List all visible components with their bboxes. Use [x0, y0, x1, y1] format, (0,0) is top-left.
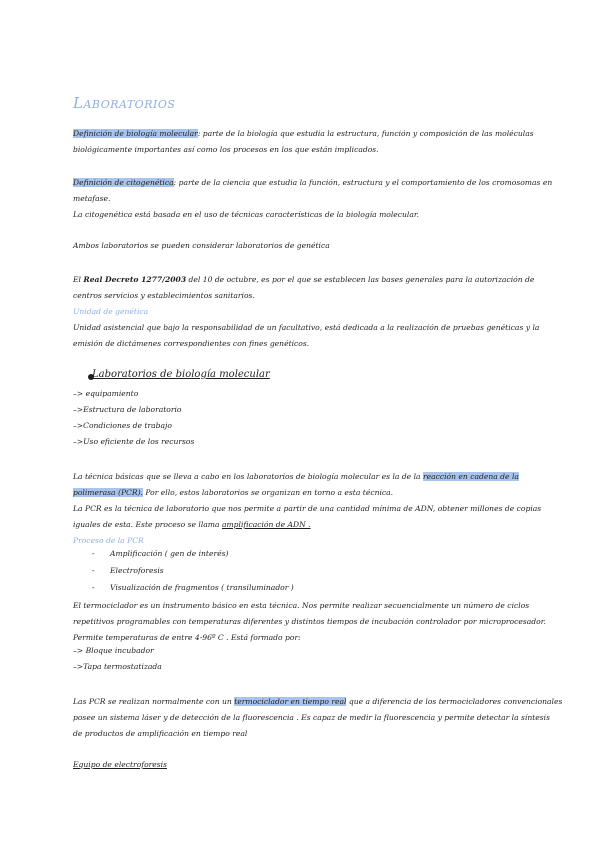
text: posee un sistema láser y de detección de la fluorescencia . Es capaz de medir la fluorescencia y permite detectar la síntesis: [73, 713, 551, 722]
paragraph-termociclador: [73, 598, 546, 646]
text: La técnica básicas que se lleva a cabo en los laboratorios de biología molecular es la de la: [73, 472, 423, 481]
text: metafase.: [73, 194, 111, 203]
text: del 10 de octubre, es por el que se establecen las bases generales para la autorización de: [186, 275, 535, 284]
paragraph-real-decreto: [73, 272, 540, 352]
text: centros servicios y establecimientos sanitarios.: [73, 291, 255, 300]
term-highlight: polimerasa (PCR).: [73, 488, 143, 497]
text: Permite temperaturas de entre 4-96º C . Está formado por:: [73, 633, 301, 642]
text: iguales de esta. Este proceso se llama: [73, 520, 222, 529]
paragraph-tiempo-real: [73, 694, 563, 742]
list-item: –>Estructura de laboratorio: [73, 405, 182, 414]
text: La PCR es la técnica de laboratorio que nos permite a partir de una cantidad mínima de ADN, obtener millones de copias: [73, 504, 542, 513]
text: Por ello, estos laboratorios se organizan en torno a esta técnica.: [142, 488, 394, 497]
text: El: [73, 275, 84, 284]
text: Unidad asistencial que bajo la responsabilidad de un facultativo, está dedicada a la realización de pruebas genéticas y la: [73, 323, 540, 332]
heading-equipo-electroforesis: Equipo de electroforesis: [73, 760, 167, 769]
list-item: –> Bloque incubador: [73, 646, 154, 655]
subheading-proceso-pcr: Proceso de la PCR: [73, 536, 144, 545]
text: : parte de la ciencia que estudia la función, estructura y el comportamiento de los cromosomas en: [173, 178, 553, 187]
paragraph-citogenetica: [73, 175, 553, 223]
text: El termociclador es un instrumento básico en esta técnica. Nos permite realizar secuencialmente un número de ciclos: [73, 601, 530, 610]
text: La citogenética está basada en el uso de técnicas características de la biología molecular.: [73, 210, 420, 219]
subheading-unidad-genetica: Unidad de genética: [73, 307, 149, 316]
step-text: Amplificación ( gen de interés): [110, 549, 229, 558]
text: que a diferencia de los termocicladores convencionales: [346, 697, 563, 706]
list-item: –>Condiciones de trabajo: [73, 421, 172, 430]
text: biológicamente importantes así como los procesos en los que están implicados.: [73, 145, 379, 154]
term-highlight: Definición de citogenética: [73, 178, 174, 187]
list-item: –>Uso eficiente de los recursos: [73, 437, 195, 446]
list-item: –>Tapa termostatizada: [73, 662, 162, 671]
step-text: Electroforesis: [110, 566, 164, 575]
text: de productos de amplificación en tiempo real: [73, 729, 248, 738]
term-highlight: reacción en cadena de la: [422, 472, 519, 481]
underlined-term: amplificación de ADN .: [221, 520, 311, 529]
text: Las PCR se realizan normalmente con un: [73, 697, 235, 706]
page-title: Laboratorios: [73, 94, 176, 112]
list-item: –> equipamiento: [73, 389, 139, 398]
text: emisión de dictámenes correspondientes con fines genéticos.: [73, 339, 310, 348]
term-highlight: Definición de biología molecular: [73, 129, 198, 138]
decree-name: Real Decreto 1277/2003: [83, 275, 187, 284]
term-highlight: termociclador en tiempo real: [234, 697, 347, 706]
section-heading: Laboratorios de biología molecular: [92, 369, 270, 380]
document-page: Laboratorios Definición de biología molecular: parte de la biología que estudia la estructura, función y composición de las moléculas biológicamente importantes así como los procesos en los que están implicados. Definición de citogenética: parte de la ciencia que estudia la función, estructura y el comportamiento de los cromosomas en metafase. La citogenética está basada en el uso de técnicas características de la biología molecular. Ambos laboratorios se pueden considerar laboratorios de genética El Real Decreto 1277/2003 del 10 de octubre, es por el que se establecen las bases generales para la autorización de centros servicios y establecimientos sanitarios. Unidad de genética Unidad asistencial que bajo la responsabilidad de un facultativo, está dedicada a la realización de pruebas genéticas y la emisión de dictámenes correspondientes con fines genéticos. Laboratorios de biología molecular –> equipamiento –>Estructura de laboratorio –>Condiciones de trabajo –>Uso eficiente de los recursos La técnica básicas que se lleva a cabo en los laboratorios de biología molecular es la de la reacción en cadena de la polimerasa (PCR). Por ello, estos laboratorios se organizan en torno a esta técnica. La PCR es la técnica de laboratorio que nos permite a partir de una cantidad mínima de ADN, obtener millones de copias iguales de esta. Este proceso se llama amplificación de ADN . Proceso de la PCR - Amplificación ( gen de interés) - Electroforesis - Visualización de fragmentos ( transiluminador ) El termociclador es un instrumento básico en esta técnica. Nos permite realizar secuencialmente un número de ciclos repetitivos programables con temperaturas diferentes y distintos tiempos de incubación controlador por microprocesador. Permite temperaturas de entre 4-96º C . Está formado por: –> Bloque incubador –>Tapa termostatizada Las PCR se realizan normalmente con un termociclador en tiempo real que a diferencia de los termocicladores convencionales posee un sistema láser y de detección de la fluorescencia . Es capaz de medir la fluorescencia y permite detectar la síntesis de productos de amplificación en tiempo real Equipo de electroforesis: [0, 0, 600, 848]
paragraph-biologia-molecular: [73, 126, 533, 158]
paragraph-pcr: [73, 469, 542, 549]
text: repetitivos programables con temperaturas diferentes y distintos tiempos de incubación controlador por microprocesador.: [73, 617, 546, 626]
paragraph-ambos: Ambos laboratorios se pueden considerar laboratorios de genética: [73, 241, 330, 250]
step-text: Visualización de fragmentos ( transiluminador ): [110, 583, 294, 592]
text: : parte de la biología que estudia la estructura, función y composición de las moléculas: [197, 129, 534, 138]
